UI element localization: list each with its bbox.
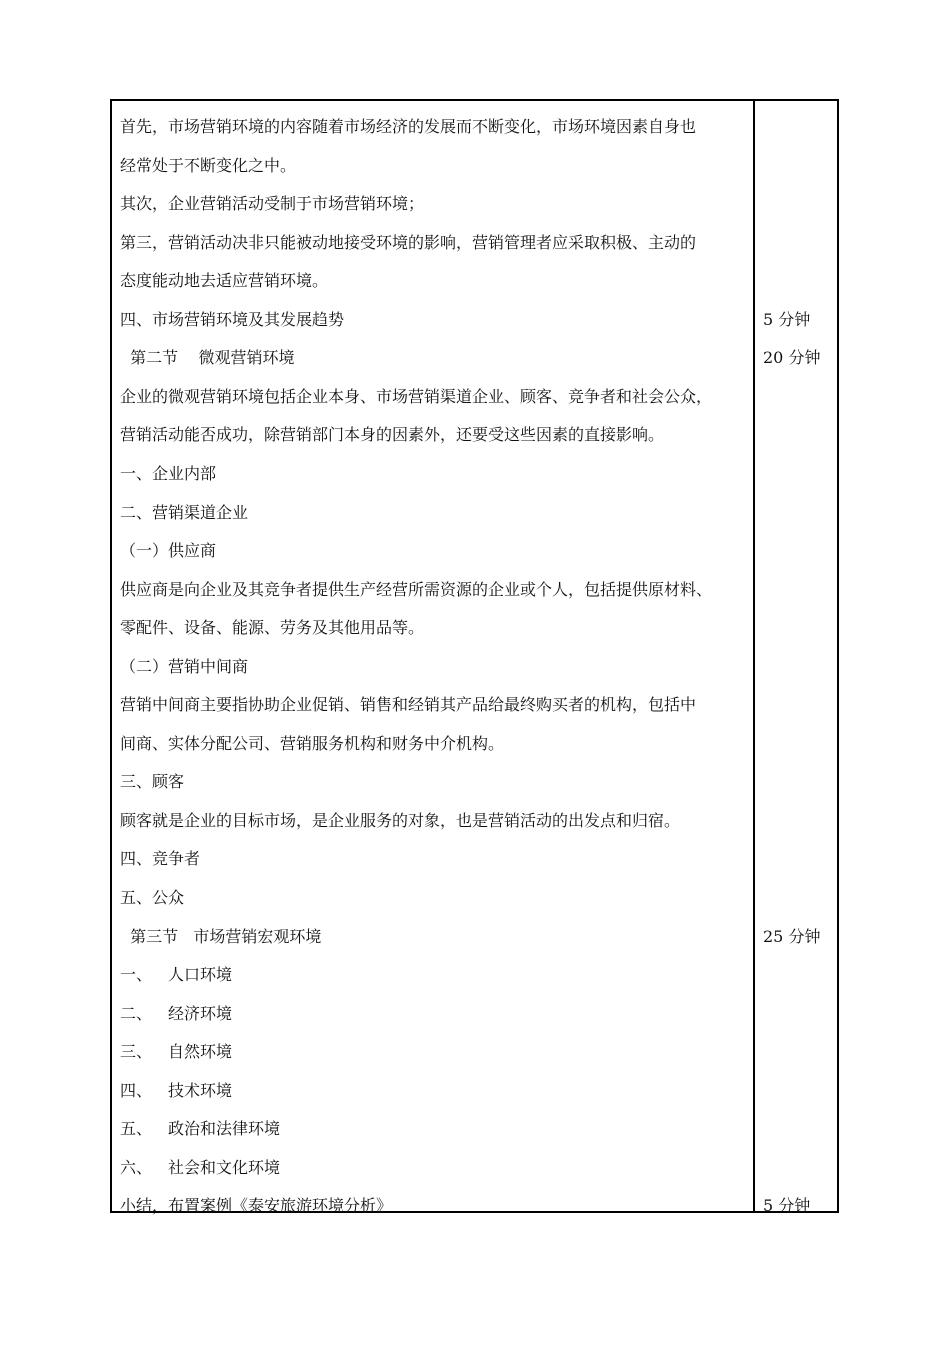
content-line	[120, 1081, 232, 1101]
line-text: 政治和法律环境	[168, 1119, 281, 1138]
line-text: 经济环境	[168, 1004, 233, 1023]
content-line	[120, 425, 664, 445]
content-line	[120, 849, 200, 869]
list-number: 六、	[120, 1158, 153, 1177]
list-number: 二、	[120, 1004, 153, 1023]
content-line	[120, 927, 321, 947]
content-line	[120, 1042, 232, 1062]
line-text: 四、市场营销环境及其发展趋势	[120, 310, 345, 329]
line-text: （一）供应商	[120, 541, 217, 560]
content-line	[120, 657, 248, 677]
line-text: 企业的微观营销环境包括企业本身、市场营销渠道企业、顾客、竞争者和社会公众，	[120, 387, 713, 406]
line-text: 小结，布置案例《泰安旅游环境分析》	[120, 1196, 393, 1215]
content-line	[120, 541, 216, 561]
list-number: 一、	[120, 965, 153, 984]
content-line	[120, 965, 232, 985]
line-text: （二）营销中间商	[120, 657, 249, 676]
line-text: 社会和文化环境	[168, 1158, 281, 1177]
content-line	[120, 387, 712, 407]
line-text: 零配件、设备、能源、劳务及其他用品等。	[120, 618, 425, 637]
content-line	[120, 618, 424, 638]
duration-label: 20 分钟	[763, 348, 821, 367]
list-number: 五、	[120, 1119, 153, 1138]
line-text: 经常处于不断变化之中。	[120, 156, 297, 175]
line-text: 自然环境	[168, 1042, 233, 1061]
list-number: 三、	[120, 1042, 153, 1061]
content-line	[120, 310, 344, 330]
content-line	[120, 1158, 280, 1178]
line-text: 顾客就是企业的目标市场，是企业服务的对象，也是营销活动的出发点和归宿。	[120, 811, 681, 830]
content-line	[120, 117, 696, 137]
line-text: 首先，市场营销环境的内容随着市场经济的发展而不断变化，市场环境因素自身也	[120, 117, 697, 136]
duration-label: 5 分钟	[763, 310, 811, 329]
line-text: 四、竞争者	[120, 849, 201, 868]
line-text: 二、营销渠道企业	[120, 503, 249, 522]
duration-label: 25 分钟	[763, 927, 821, 946]
line-text: 一、企业内部	[120, 464, 217, 483]
line-text: 第三节 市场营销宏观环境	[120, 927, 322, 946]
content-line	[120, 811, 680, 831]
line-text: 态度能动地去适应营销环境。	[120, 271, 329, 290]
content-line	[120, 1196, 392, 1216]
line-text: 营销活动能否成功，除营销部门本身的因素外，还要受这些因素的直接影响。	[120, 425, 665, 444]
content-line	[120, 1004, 232, 1024]
column-divider	[753, 101, 755, 1211]
content-line	[120, 734, 504, 754]
content-line	[120, 194, 424, 214]
list-number: 四、	[120, 1081, 153, 1100]
content-line	[120, 695, 696, 715]
lesson-plan-table	[110, 99, 839, 1213]
content-line	[120, 772, 184, 792]
line-text: 第三，营销活动决非只能被动地接受环境的影响，营销管理者应采取积极、主动的	[120, 233, 697, 252]
line-text: 营销中间商主要指协助企业促销、销售和经销其产品给最终购买者的机构，包括中	[120, 695, 697, 714]
content-line	[120, 233, 696, 253]
content-line	[120, 348, 295, 368]
content-line	[120, 271, 328, 291]
line-text: 供应商是向企业及其竞争者提供生产经营所需资源的企业或个人，包括提供原材料、	[120, 580, 713, 599]
line-text: 技术环境	[168, 1081, 233, 1100]
line-text: 间商、实体分配公司、营销服务机构和财务中介机构。	[120, 734, 505, 753]
duration-label: 5 分钟	[763, 1196, 811, 1215]
line-text: 三、顾客	[120, 772, 185, 791]
content-line	[120, 464, 216, 484]
content-line	[120, 156, 296, 176]
content-line	[120, 580, 712, 600]
content-line	[120, 503, 248, 523]
content-line	[120, 1119, 280, 1139]
line-text: 第二节 微观营销环境	[120, 348, 295, 367]
line-text: 五、公众	[120, 888, 185, 907]
content-line	[120, 888, 184, 908]
line-text: 其次，企业营销活动受制于市场营销环境；	[120, 194, 425, 213]
line-text: 人口环境	[168, 965, 233, 984]
